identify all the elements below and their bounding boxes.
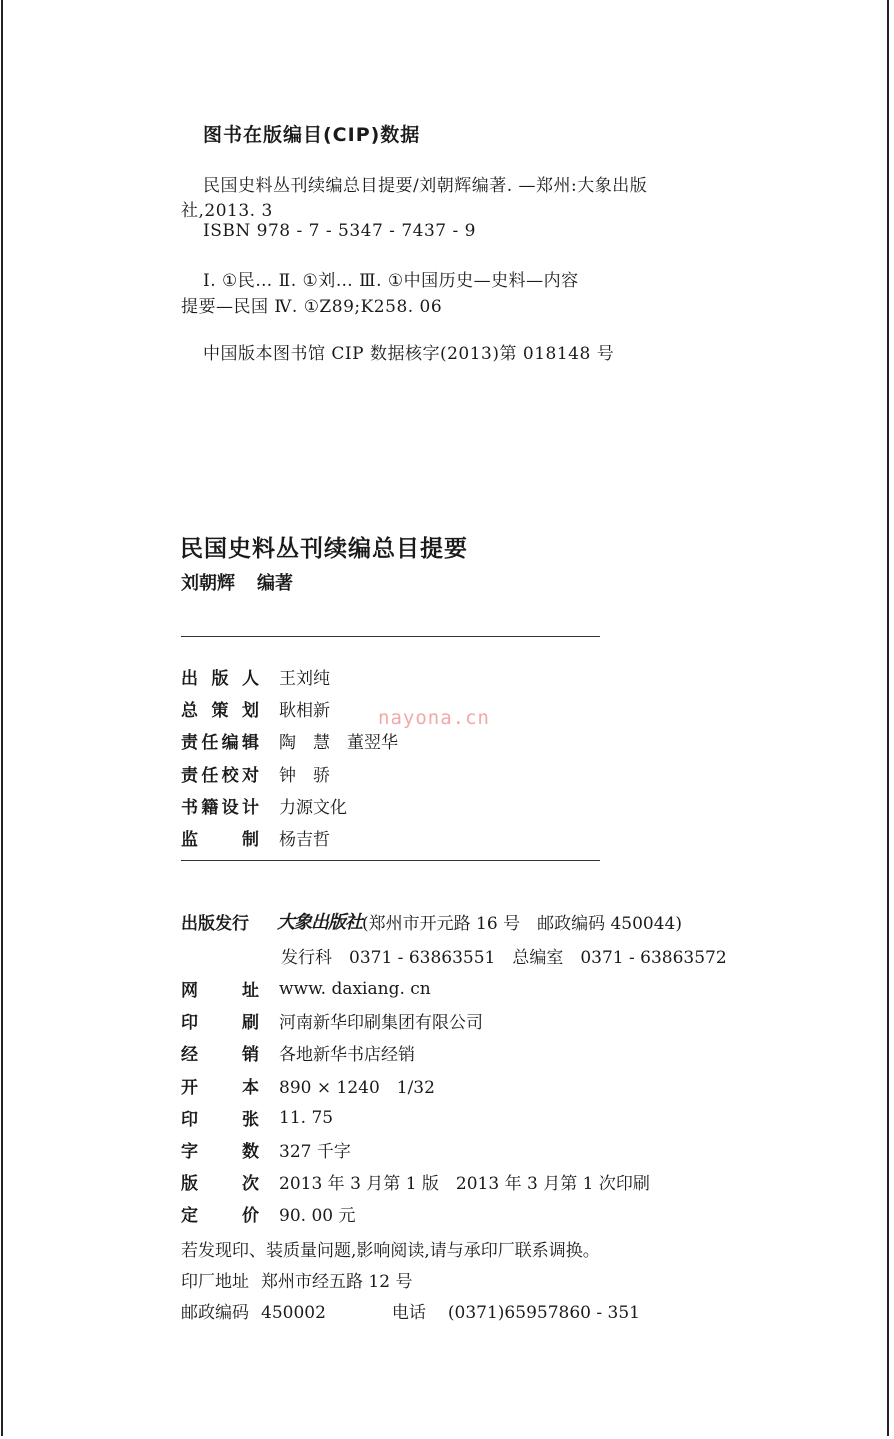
detail-row — [181, 1073, 435, 1098]
label-char: 划 — [242, 701, 259, 721]
phone-label: 电话 — [391, 1303, 426, 1323]
publisher-phones: 发行科 0371 - 63863551 总编室 0371 - 63863572 — [281, 948, 727, 968]
label-char: 书 — [181, 798, 198, 818]
divider — [181, 636, 600, 637]
credit-row-label — [181, 728, 259, 753]
label-char: 制 — [242, 830, 259, 850]
publish-label — [181, 909, 259, 934]
publish-row — [181, 908, 682, 934]
label-char: 任 — [201, 766, 219, 786]
label-char: 校 — [221, 766, 239, 786]
factory-label: 印厂地址 — [181, 1272, 249, 1292]
credit-row — [181, 825, 330, 850]
author-name: 刘朝辉 — [181, 573, 235, 594]
detail-row — [181, 1201, 355, 1226]
cip-title: 图书在版编目(CIP)数据 — [203, 124, 421, 146]
label-char: 经 — [181, 1045, 198, 1065]
publisher-address: (郑州市开元路 16 号 邮政编码 450044) — [362, 913, 683, 934]
credit-row-label — [181, 696, 259, 721]
detail-row — [181, 1040, 415, 1065]
quality-notice: 若发现印、装质量问题,影响阅读,请与承印厂联系调换。 — [181, 1241, 600, 1261]
label-char: 编 — [221, 733, 239, 753]
detail-row — [181, 1008, 483, 1033]
detail-row-value: 890 × 1240 1/32 — [279, 1078, 435, 1098]
detail-row-value: 11. 75 — [279, 1107, 334, 1128]
publisher-logo: 大象出版社 — [277, 912, 362, 933]
label-char: 字 — [181, 1142, 198, 1162]
label-char: 责 — [181, 733, 198, 753]
publish-label-text: 出版发行 — [181, 913, 249, 934]
label-char: 网 — [181, 981, 198, 1001]
detail-row — [181, 976, 431, 1001]
label-char: 责 — [181, 766, 198, 786]
credit-row-value: 陶 慧 董翌华 — [279, 733, 398, 753]
label-char: 次 — [242, 1174, 259, 1194]
label-char: 印 — [181, 1013, 198, 1033]
credit-row-value: 王刘纯 — [279, 669, 330, 689]
cip-isbn: ISBN 978 - 7 - 5347 - 7437 - 9 — [203, 221, 476, 241]
detail-row-label — [181, 1137, 259, 1162]
postal-row — [181, 1298, 640, 1323]
book-title: 民国史料丛刊续编总目提要 — [180, 536, 468, 562]
detail-row-label — [181, 1169, 259, 1194]
detail-row-value: 327 千字 — [279, 1142, 351, 1162]
label-char: 策 — [211, 701, 229, 721]
detail-row-label — [181, 1040, 259, 1065]
postal-label: 邮政编码 — [181, 1303, 249, 1323]
credit-row — [181, 761, 330, 786]
factory-row — [181, 1267, 412, 1292]
label-char: 张 — [242, 1110, 259, 1130]
detail-row-value: 2013 年 3 月第 1 版 2013 年 3 月第 1 次印刷 — [279, 1174, 650, 1194]
label-char: 人 — [242, 669, 259, 689]
label-char: 价 — [242, 1206, 259, 1226]
label-char: 数 — [242, 1142, 259, 1162]
cip-classification-2: 提要—民国 Ⅳ. ①Z89;K258. 06 — [181, 297, 443, 317]
detail-row-label — [181, 1008, 259, 1033]
divider — [181, 860, 600, 861]
label-char: 本 — [242, 1078, 259, 1098]
credit-row-value: 耿相新 — [279, 701, 330, 721]
label-char: 对 — [241, 766, 259, 786]
label-char: 监 — [181, 830, 198, 850]
label-char: 设 — [221, 798, 239, 818]
detail-row-value: 各地新华书店经销 — [279, 1045, 415, 1065]
author-role: 编著 — [257, 573, 293, 594]
phone-number: (0371)65957860 - 351 — [447, 1303, 640, 1323]
label-char: 计 — [241, 798, 259, 818]
detail-row-label — [181, 976, 259, 1001]
label-char: 址 — [242, 981, 259, 1001]
label-char: 辑 — [241, 733, 259, 753]
credit-row — [181, 664, 330, 689]
detail-row-label — [181, 1201, 259, 1226]
detail-row — [181, 1105, 333, 1130]
cip-classification-1: Ⅰ. ①民… Ⅱ. ①刘… Ⅲ. ①中国历史—史料—内容 — [203, 271, 579, 291]
postal-code: 450002 — [261, 1303, 326, 1323]
detail-row-label — [181, 1073, 259, 1098]
detail-row-value: 90. 00 元 — [279, 1206, 356, 1226]
credit-row-label — [181, 825, 259, 850]
label-char: 印 — [181, 1110, 198, 1130]
factory-address: 郑州市经五路 12 号 — [261, 1272, 413, 1292]
detail-row — [181, 1137, 351, 1162]
detail-row — [181, 1169, 650, 1194]
credit-row-value: 力源文化 — [279, 798, 347, 818]
cip-line-2: 社,2013. 3 — [181, 201, 273, 221]
cip-line-1: 民国史料丛刊续编总目提要/刘朝辉编著. —郑州:大象出版 — [203, 176, 648, 196]
label-char: 定 — [181, 1206, 198, 1226]
detail-row-label — [181, 1105, 259, 1130]
label-char: 籍 — [201, 798, 219, 818]
label-char: 开 — [181, 1078, 198, 1098]
label-char: 版 — [211, 669, 229, 689]
credit-row-label — [181, 793, 259, 818]
credit-row — [181, 728, 398, 753]
detail-row-value: www. daxiang. cn — [279, 978, 431, 999]
credit-row-value: 杨吉哲 — [279, 830, 330, 850]
label-char: 出 — [181, 669, 198, 689]
credit-row — [181, 696, 330, 721]
label-char: 总 — [181, 701, 198, 721]
credit-row-label — [181, 761, 259, 786]
credit-row-value: 钟 骄 — [279, 766, 330, 786]
label-char: 任 — [201, 733, 219, 753]
label-char: 销 — [242, 1045, 259, 1065]
detail-row-value: 河南新华印刷集团有限公司 — [279, 1013, 483, 1033]
label-char: 刷 — [242, 1013, 259, 1033]
credit-row-label — [181, 664, 259, 689]
watermark: nayona.cn — [378, 707, 490, 729]
label-char: 版 — [181, 1174, 198, 1194]
credit-row — [181, 793, 347, 818]
author-line — [181, 569, 293, 595]
cip-number: 中国版本图书馆 CIP 数据核字(2013)第 018148 号 — [203, 344, 615, 364]
